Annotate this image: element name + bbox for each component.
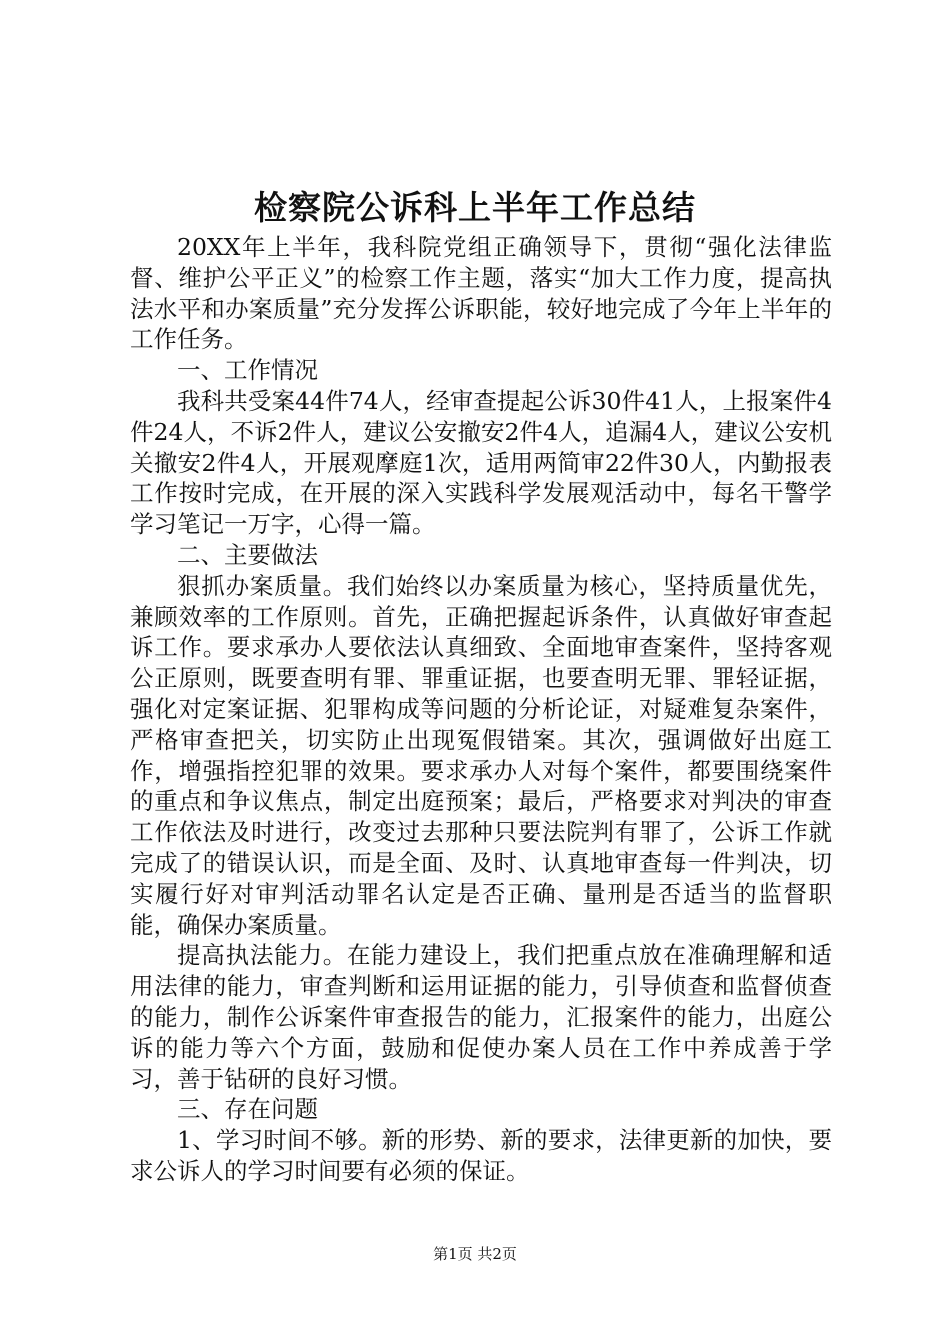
intro-paragraph: 20XX年上半年，我科院党组正确领导下，贯彻“强化法律监督、维护公平正义”的检察工作主题，落实“加大工作力度，提高执法水平和办案质量”充分发挥公诉职能，较好地完成了今年上半年的工作任务。	[130, 233, 832, 354]
problem-study-time-paragraph: 1、学习时间不够。新的形势、新的要求，法律更新的加快，要求公诉人的学习时间要有必须的保证。	[130, 1126, 832, 1185]
section-heading-existing-problems: 三、存在问题	[177, 1095, 318, 1124]
work-status-paragraph: 我科共受案44件74人，经审查提起公诉30件41人，上报案件4件24人，不诉2件人，建议公安撤安2件4人，追漏4人，建议公安机关撤安2件4人，开展观摩庭1次，适用两简审22件30人，内勤报表工作按时完成，在开展的深入实践科学发展观活动中，每名干警学学习笔记一万字，心得一篇。	[130, 386, 832, 539]
document-body	[130, 232, 832, 1187]
enforcement-ability-paragraph: 提高执法能力。在能力建设上，我们把重点放在准确理解和适用法律的能力，审查判断和运用证据的能力，引导侦查和监督侦查的能力，制作公诉案件审查报告的能力，汇报案件的能力，出庭公诉的能力等六个方面，鼓励和促使办案人员在工作中养成善于学习，善于钻研的良好习惯。	[130, 941, 832, 1093]
section-heading-work-status: 一、工作情况	[177, 356, 318, 385]
document-title: 检察院公诉科上半年工作总结	[254, 188, 696, 227]
page-footer: 第1页 共2页	[433, 1245, 517, 1263]
case-quality-paragraph: 狠抓办案质量。我们始终以办案质量为核心，坚持质量优先，兼顾效率的工作原则。首先，正确把握起诉条件，认真做好审查起诉工作。要求承办人要依法认真细致、全面地审查案件，坚持客观公正原则，既要查明有罪、罪重证据，也要查明无罪、罪轻证据，强化对定案证据、犯罪构成等问题的分析论证，对疑难复杂案件，严格审查把关，切实防止出现冤假错案。其次，强调做好出庭工作，增强指控犯罪的效果。要求承办人对每个案件，都要围绕案件的重点和争议焦点，制定出庭预案；最后，严格要求对判决的审查工作依法及时进行，改变过去那种只要法院判有罪了，公诉工作就完成了的错误认识，而是全面、及时、认真地审查每一件判决，切实履行好对审判活动罪名认定是否正确、量刑是否适当的监督职能，确保办案质量。	[130, 571, 832, 939]
section-heading-main-practices: 二、主要做法	[177, 540, 318, 569]
